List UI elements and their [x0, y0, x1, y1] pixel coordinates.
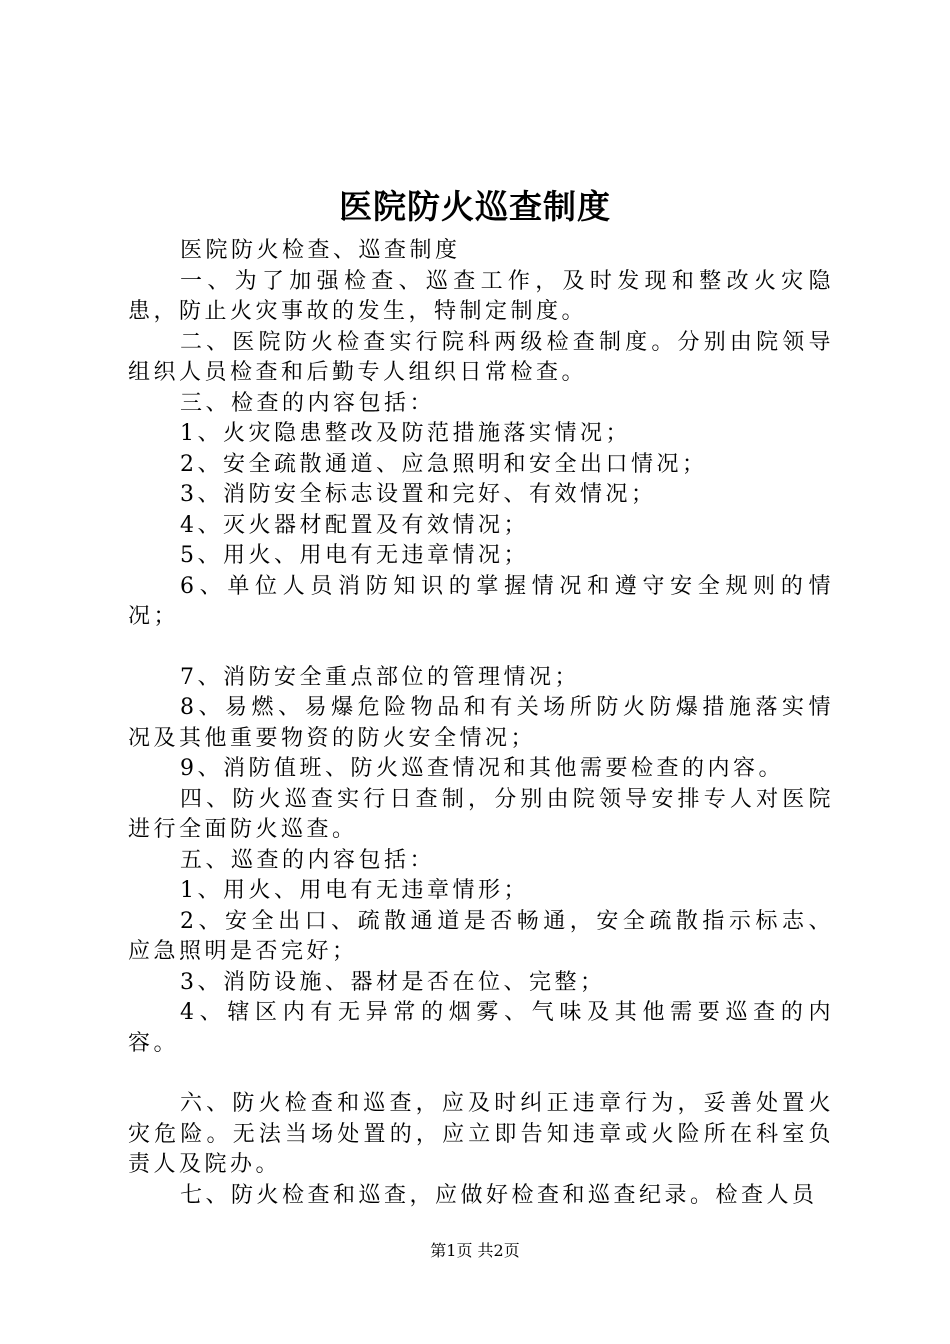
paragraph: 医院防火检查、巡查制度 [180, 238, 461, 263]
paragraph: 七、防火检查和巡查，应做好检查和巡查纪录。检查人员 [180, 1182, 818, 1208]
paragraph: 1、用火、用电有无违章情形； [180, 878, 529, 903]
paragraph: 8、易燃、易爆危险物品和有关场所防火防爆措施落实情况及其他重要物资的防火安全情况； [128, 695, 834, 751]
paragraph: 4、灭火器材配置及有效情况； [180, 512, 529, 538]
paragraph: 一、为了加强检查、巡查工作，及时发现和整改火灾隐患，防止火灾事故的发生，特制定制度。 [128, 268, 834, 324]
paragraph: 2、安全出口、疏散通道是否畅通，安全疏散指示标志、应急照明是否完好； [128, 908, 834, 964]
paragraph: 3、消防安全标志设置和完好、有效情况； [180, 482, 657, 507]
paragraph: 3、消防设施、器材是否在位、完整； [180, 969, 606, 995]
paragraph: 六、防火检查和巡查，应及时纠正违章行为，妥善处置火灾危险。无法当场处置的，应立即告知违章或火险所在科室负责人及院办。 [128, 1091, 834, 1177]
paragraph: 三、检查的内容包括： [180, 390, 436, 416]
paragraph: 四、防火巡查实行日查制，分别由院领导安排专人对医院进行全面防火巡查。 [128, 786, 834, 842]
paragraph: 5、用火、用电有无违章情况； [180, 543, 529, 568]
paragraph: 五、巡查的内容包括： [180, 847, 436, 873]
paragraph: 1、火灾隐患整改及防范措施落实情况； [180, 421, 631, 446]
document-title: 医院防火巡查制度 [339, 187, 611, 226]
paragraph: 二、医院防火检查实行院科两级检查制度。分别由院领导组织人员检查和后勤专人组织日常检查。 [128, 329, 834, 385]
paragraph: 2、安全疏散通道、应急照明和安全出口情况； [180, 451, 708, 477]
paragraph: 6、单位人员消防知识的掌握情况和遵守安全规则的情况； [128, 573, 834, 629]
paragraph: 4、辖区内有无异常的烟雾、气味及其他需要巡查的内容。 [128, 1000, 834, 1056]
paragraph: 7、消防安全重点部位的管理情况； [180, 664, 580, 690]
document-body [128, 236, 834, 1211]
paragraph: 9、消防值班、防火巡查情况和其他需要检查的内容。 [180, 756, 784, 781]
page-footer: 第1页 共2页 [430, 1241, 520, 1260]
